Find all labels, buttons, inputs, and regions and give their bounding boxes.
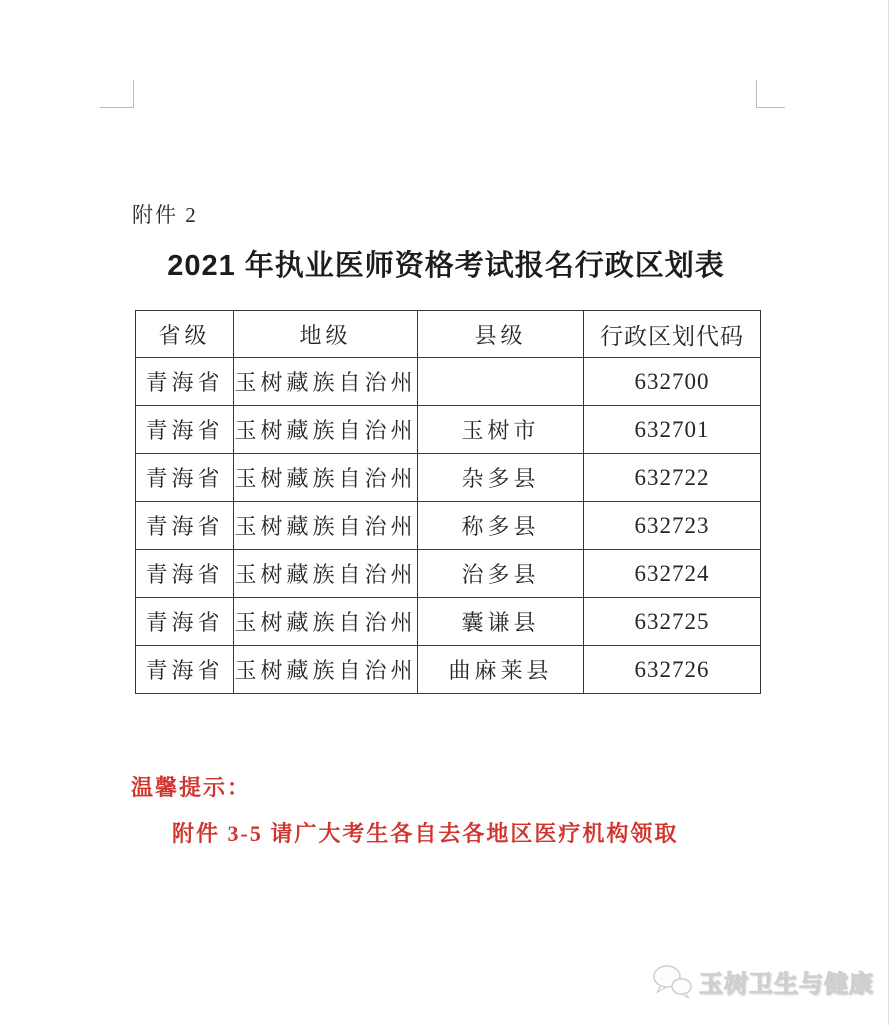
cell-prefecture: 玉树藏族自治州 [234, 358, 418, 406]
page-title: 2021 年执业医师资格考试报名行政区划表 [167, 250, 725, 282]
cell-province: 青海省 [136, 502, 234, 550]
tips-body: 附件 3-5 请广大考生各自去各地区医疗机构领取 [172, 821, 679, 846]
table-row [136, 502, 761, 550]
table-row [136, 358, 761, 406]
cell-code: 632724 [584, 550, 761, 598]
cell-county [418, 358, 584, 406]
col-header-county: 县级 [418, 311, 584, 358]
text-boundary-mark-right [756, 80, 785, 108]
cell-county: 曲麻莱县 [418, 646, 584, 694]
wechat-icon [652, 963, 692, 999]
cell-county: 治多县 [418, 550, 584, 598]
cell-county: 杂多县 [418, 454, 584, 502]
cell-prefecture: 玉树藏族自治州 [234, 550, 418, 598]
cell-province: 青海省 [136, 454, 234, 502]
cell-prefecture: 玉树藏族自治州 [234, 598, 418, 646]
cell-code: 632723 [584, 502, 761, 550]
table-row [136, 454, 761, 502]
cell-province: 青海省 [136, 646, 234, 694]
cell-province: 青海省 [136, 598, 234, 646]
cell-province: 青海省 [136, 406, 234, 454]
col-header-province: 省级 [136, 311, 234, 358]
attachment-label: 附件 2 [132, 203, 198, 227]
cell-county: 称多县 [418, 502, 584, 550]
watermark [652, 963, 874, 999]
table-row [136, 550, 761, 598]
col-header-prefecture: 地级 [234, 311, 418, 358]
table-row [136, 646, 761, 694]
region-code-table [135, 310, 761, 694]
cell-code: 632701 [584, 406, 761, 454]
cell-prefecture: 玉树藏族自治州 [234, 502, 418, 550]
cell-code: 632722 [584, 454, 761, 502]
cell-prefecture: 玉树藏族自治州 [234, 454, 418, 502]
text-boundary-mark-left [100, 80, 134, 108]
cell-county: 囊谦县 [418, 598, 584, 646]
table-row [136, 406, 761, 454]
col-header-code: 行政区划代码 [584, 311, 761, 358]
cell-code: 632726 [584, 646, 761, 694]
table-row [136, 598, 761, 646]
cell-code: 632700 [584, 358, 761, 406]
table-header-row [136, 311, 761, 358]
watermark-label: 玉树卫生与健康 [699, 970, 874, 998]
page-edge-line [888, 0, 889, 1025]
tips-heading: 温馨提示： [131, 775, 252, 800]
cell-province: 青海省 [136, 550, 234, 598]
cell-province: 青海省 [136, 358, 234, 406]
cell-code: 632725 [584, 598, 761, 646]
cell-prefecture: 玉树藏族自治州 [234, 646, 418, 694]
cell-prefecture: 玉树藏族自治州 [234, 406, 418, 454]
cell-county: 玉树市 [418, 406, 584, 454]
